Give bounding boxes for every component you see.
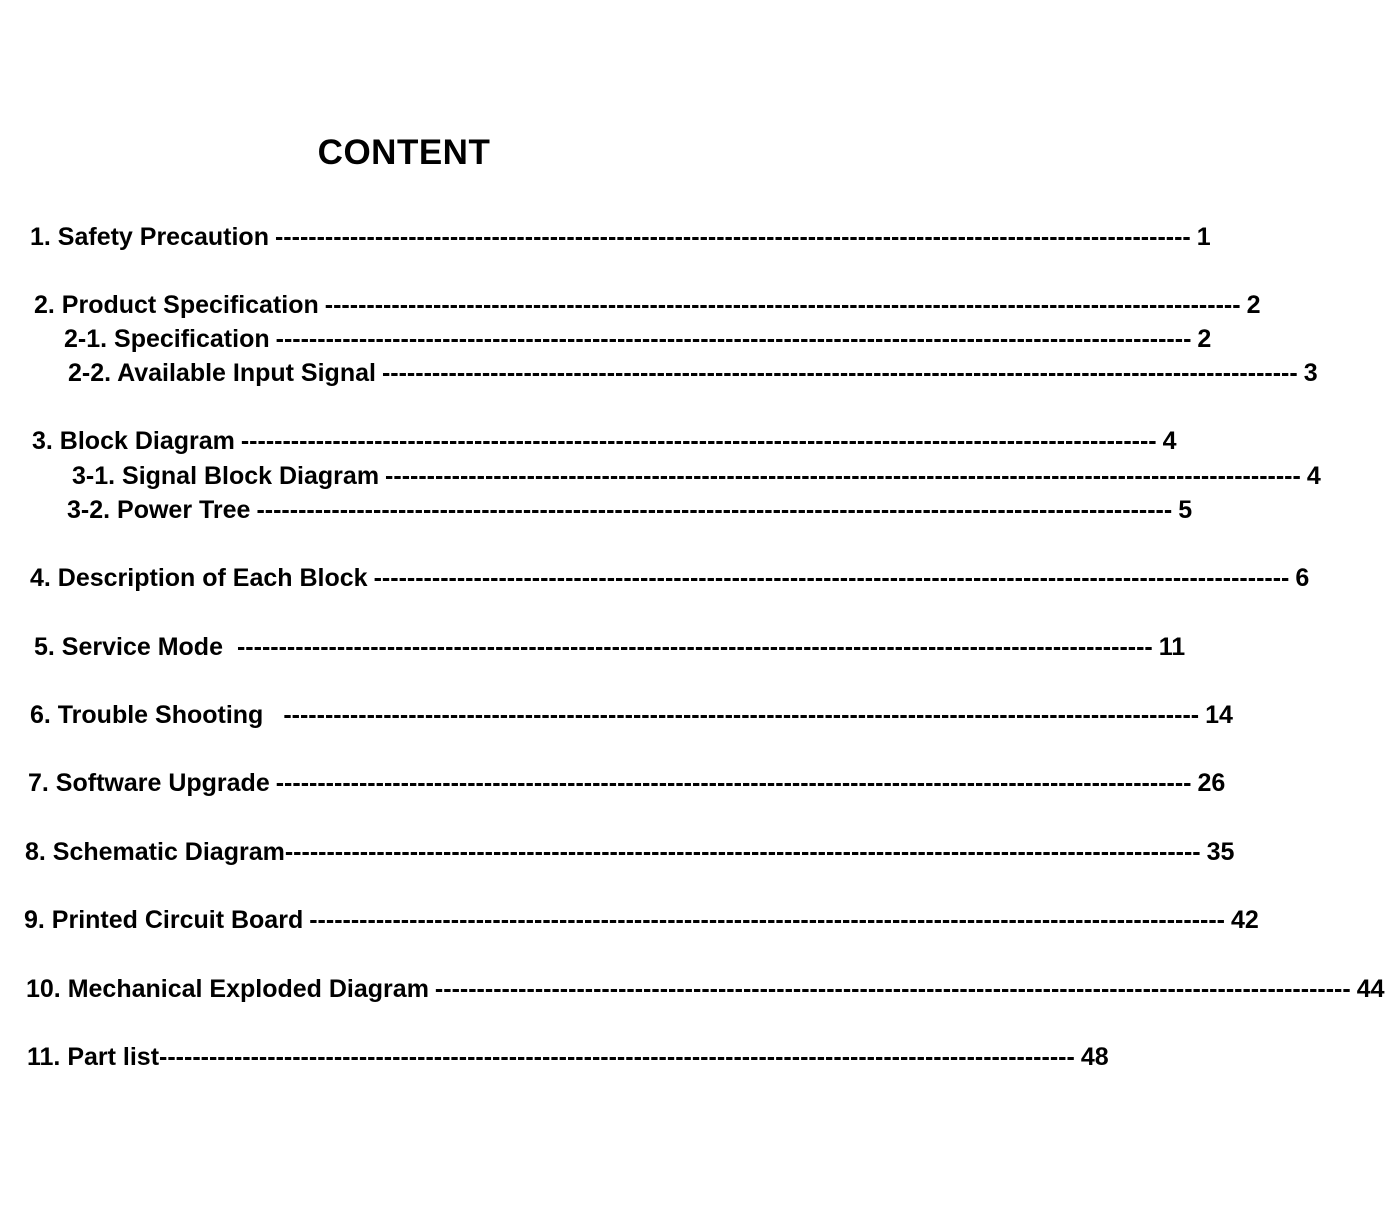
toc-leader: -------------------------------------------------------------------------------------------------------------- [236, 633, 1153, 661]
toc-entry-trouble-shooting[interactable] [30, 699, 1233, 731]
toc-entry-schematic-diagram[interactable] [25, 836, 1235, 868]
toc-entry-page: 2 [1246, 291, 1261, 319]
toc-entry-available-input-signal[interactable] [68, 357, 1318, 389]
toc-entry-label: 8. Schematic Diagram [25, 838, 285, 866]
toc-entry-page: 26 [1197, 769, 1226, 797]
toc-leader: -------------------------------------------------------------------------------------------------------------- [274, 223, 1191, 251]
toc-leader: -------------------------------------------------------------------------------------------------------------- [256, 496, 1173, 524]
toc-entry-signal-block-diagram[interactable] [72, 460, 1321, 492]
toc-entry-page: 35 [1206, 838, 1235, 866]
toc-entry-label: 3-2. Power Tree [67, 496, 251, 524]
toc-entry-label: 6. Trouble Shooting [30, 701, 264, 729]
toc-entry-software-upgrade[interactable] [28, 767, 1226, 799]
toc-entry-description-of-each-block[interactable] [30, 562, 1310, 594]
toc-entry-safety-precaution[interactable] [30, 221, 1211, 253]
toc-entry-power-tree[interactable] [67, 494, 1193, 526]
toc-entry-page: 4 [1306, 462, 1321, 490]
toc-entry-page: 2 [1197, 325, 1212, 353]
toc-entry-label: 4. Description of Each Block [30, 564, 368, 592]
toc-leader: -------------------------------------------------------------------------------------------------------------- [324, 291, 1241, 319]
toc-leader: -------------------------------------------------------------------------------------------------------------- [283, 701, 1200, 729]
toc-entry-page: 3 [1303, 359, 1318, 387]
toc-entry-label: 10. Mechanical Exploded Diagram [26, 975, 429, 1003]
toc-entry-block-diagram[interactable] [32, 425, 1177, 457]
toc-entry-page: 14 [1205, 701, 1233, 729]
toc-entry-label: 5. Service Mode [34, 633, 223, 661]
toc-leader: -------------------------------------------------------------------------------------------------------------- [240, 427, 1157, 455]
toc-entry-label: 2. Product Specification [34, 291, 319, 319]
toc-entry-label: 2-1. Specification [64, 325, 270, 353]
toc-entry-page: 5 [1178, 496, 1193, 524]
toc-leader: -------------------------------------------------------------------------------------------------------------- [381, 359, 1298, 387]
toc-entry-mechanical-exploded-diagram[interactable] [26, 973, 1385, 1005]
toc-entry-label: 1. Safety Precaution [30, 223, 269, 251]
toc-entry-page: 42 [1231, 906, 1259, 934]
toc-leader: -------------------------------------------------------------------------------------------------------------- [275, 769, 1192, 797]
toc-entry-label: 7. Software Upgrade [28, 769, 270, 797]
toc-entry-service-mode[interactable] [34, 631, 1186, 663]
toc-leader: -------------------------------------------------------------------------------------------------------------- [275, 325, 1192, 353]
toc-entry-printed-circuit-board[interactable] [24, 904, 1259, 936]
toc-entry-label: 3-1. Signal Block Diagram [72, 462, 380, 490]
toc-entry-page: 44 [1356, 975, 1385, 1003]
toc-entry-specification[interactable] [64, 323, 1212, 355]
toc-entry-page: 11 [1158, 633, 1186, 661]
toc-entry-page: 48 [1080, 1043, 1109, 1071]
toc-entry-label: 2-2. Available Input Signal [68, 359, 376, 387]
page-title: CONTENT [317, 133, 491, 172]
toc-entry-page: 4 [1162, 427, 1177, 455]
toc-entry-label: 3. Block Diagram [32, 427, 235, 455]
toc-entry-page: 6 [1295, 564, 1310, 592]
toc-entry-label: 11. Part list [27, 1043, 160, 1071]
toc-entry-label: 9. Printed Circuit Board [24, 906, 304, 934]
toc-leader: -------------------------------------------------------------------------------------------------------------- [373, 564, 1290, 592]
toc-entry-page: 1 [1196, 223, 1211, 251]
toc-entry-product-specification[interactable] [34, 289, 1261, 321]
toc-leader: -------------------------------------------------------------------------------------------------------------- [309, 906, 1225, 934]
toc-leader: -------------------------------------------------------------------------------------------------------------- [159, 1043, 1075, 1071]
toc-leader: -------------------------------------------------------------------------------------------------------------- [284, 838, 1201, 866]
toc-leader: -------------------------------------------------------------------------------------------------------------- [434, 975, 1351, 1003]
toc-entry-part-list[interactable] [27, 1041, 1109, 1073]
toc-leader: -------------------------------------------------------------------------------------------------------------- [385, 462, 1301, 490]
